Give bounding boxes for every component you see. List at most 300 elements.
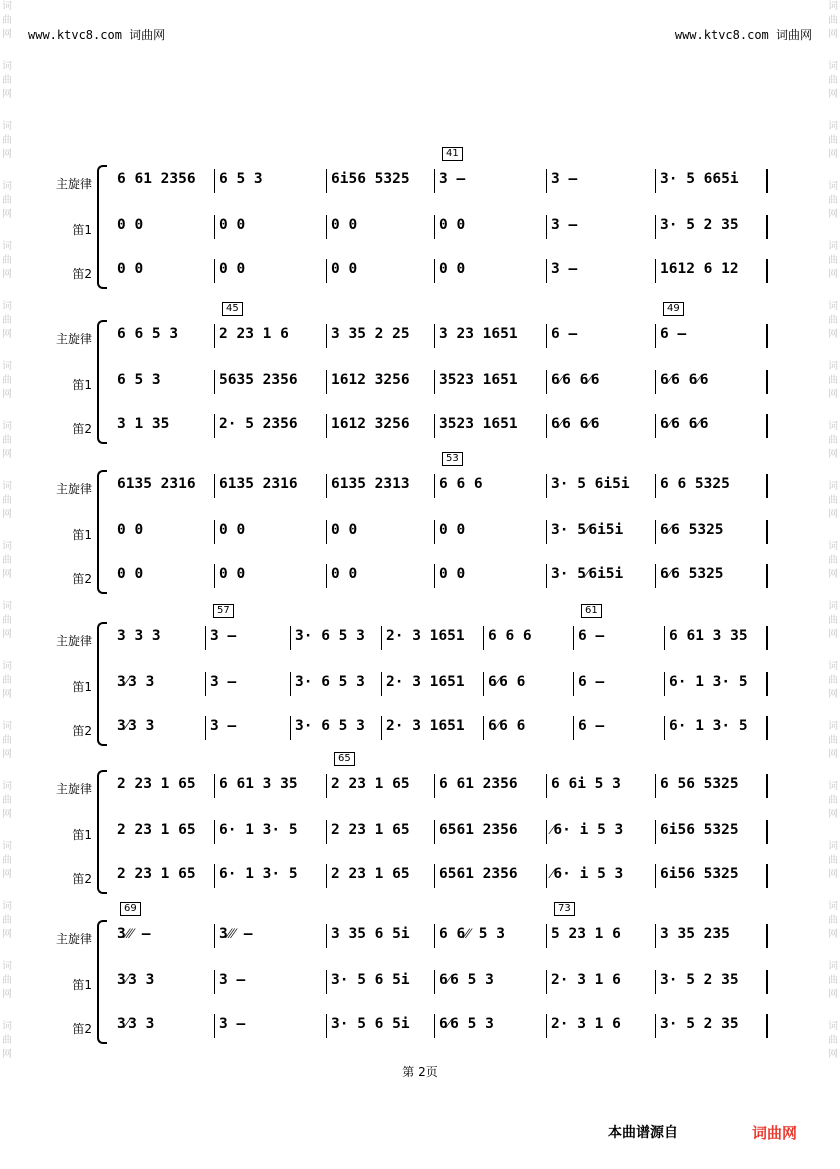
barline (214, 215, 215, 239)
barline (655, 970, 656, 994)
measure-number: 57 (213, 604, 234, 618)
measure: 0 0 (117, 522, 144, 538)
barline (326, 324, 327, 348)
measure: 3 – (210, 628, 237, 644)
measure: 1612 6 12 (660, 261, 739, 277)
watermark-glyph-group: 词 曲 网 (828, 481, 838, 520)
staff-row (0, 674, 840, 698)
barline (655, 864, 656, 888)
watermark-glyph-group: 词 曲 网 (2, 1021, 12, 1060)
barline (766, 672, 768, 696)
barline (766, 414, 768, 438)
measure: 3· 5⁄6i5i (551, 522, 624, 538)
measure: 3· 5 6 5i (331, 972, 410, 988)
staff-row (0, 1016, 840, 1040)
measure: 2· 3 1651 (386, 628, 465, 644)
barline (766, 1014, 768, 1038)
barline (326, 474, 327, 498)
watermark-glyph-group: 词 曲 网 (2, 961, 12, 1000)
barline (573, 672, 574, 696)
measure: 2· 3 1 6 (551, 1016, 621, 1032)
measure-number: 49 (663, 302, 684, 316)
barline (214, 820, 215, 844)
barline (766, 626, 768, 650)
barline (214, 414, 215, 438)
measure: 2 23 1 65 (117, 866, 196, 882)
measure: 0 0 (219, 261, 246, 277)
measure: 3 35 6 5i (331, 926, 410, 942)
measure: 2· 3 1651 (386, 674, 465, 690)
page-number: 第 2页 (402, 1065, 438, 1079)
barline (546, 169, 547, 193)
barline (546, 820, 547, 844)
barline (434, 169, 435, 193)
barline (483, 626, 484, 650)
measure: 6135 2316 (219, 476, 298, 492)
measure: 3 – (439, 171, 466, 187)
watermark-glyph-group: 词 曲 网 (828, 661, 838, 700)
measure: 0 0 (219, 217, 246, 233)
watermark-glyph-group: 词 曲 网 (828, 601, 838, 640)
measure: 5 23 1 6 (551, 926, 621, 942)
barline (326, 169, 327, 193)
barline (214, 520, 215, 544)
measure: ⁄6· i 5 3 (551, 866, 624, 882)
barline (214, 1014, 215, 1038)
staff-row (0, 566, 840, 590)
barline (573, 716, 574, 740)
measure: 0 0 (117, 261, 144, 277)
measure-number: 53 (442, 452, 463, 466)
barline (434, 520, 435, 544)
barline (434, 864, 435, 888)
part-label: 主旋律 (55, 782, 92, 796)
staff-row (0, 972, 840, 996)
barline (434, 370, 435, 394)
barline (290, 716, 291, 740)
measure-number: 69 (120, 902, 141, 916)
watermark-glyph-group: 词 曲 网 (828, 241, 838, 280)
measure: 3· 6 5 3 (295, 628, 365, 644)
measure: 6 – (578, 674, 605, 690)
barline (214, 924, 215, 948)
barline (326, 1014, 327, 1038)
watermark-glyph-group: 词 曲 网 (828, 361, 838, 400)
measure: 3· 6 5 3 (295, 674, 365, 690)
barline (655, 1014, 656, 1038)
measure: 3· 6 5 3 (295, 718, 365, 734)
barline (766, 474, 768, 498)
measure: 0 0 (439, 217, 466, 233)
barline (766, 370, 768, 394)
watermark-glyph-group: 词 曲 网 (2, 661, 12, 700)
measure: 0 0 (439, 261, 466, 277)
barline (434, 924, 435, 948)
measure-number: 45 (222, 302, 243, 316)
barline (205, 716, 206, 740)
measure: 0 0 (219, 522, 246, 538)
measure: 6 6 5 3 (117, 326, 179, 342)
barline (766, 520, 768, 544)
watermark-glyph-group: 词 曲 网 (2, 61, 12, 100)
watermark-glyph-group: 词 曲 网 (2, 421, 12, 460)
barline (655, 820, 656, 844)
barline (214, 970, 215, 994)
barline (546, 520, 547, 544)
watermark-glyph-group: 词 曲 网 (2, 241, 12, 280)
barline (290, 672, 291, 696)
watermark-glyph-group: 词 曲 网 (2, 361, 12, 400)
staff-row (0, 522, 840, 546)
barline (326, 520, 327, 544)
part-label: 笛1 (72, 828, 92, 842)
barline (546, 215, 547, 239)
barline (434, 1014, 435, 1038)
watermark-glyph-group: 词 曲 网 (2, 721, 12, 760)
barline (214, 474, 215, 498)
measure: 0 0 (331, 261, 358, 277)
measure: 6⁄6 6⁄6 (551, 372, 600, 388)
part-label: 笛2 (72, 724, 92, 738)
measure: 3 – (210, 674, 237, 690)
barline (205, 626, 206, 650)
staff-row (0, 866, 840, 890)
measure: 6135 2313 (331, 476, 410, 492)
measure: 6 61 2356 (439, 776, 518, 792)
barline (434, 774, 435, 798)
barline (546, 1014, 547, 1038)
measure: 6⁄6 6 (488, 674, 526, 690)
part-label: 笛2 (72, 267, 92, 281)
measure: 6 61 2356 (117, 171, 196, 187)
watermark-glyph-group: 词 曲 网 (828, 421, 838, 460)
measure: 6i56 5325 (331, 171, 410, 187)
measure: 3 – (219, 972, 246, 988)
barline (434, 820, 435, 844)
barline (326, 215, 327, 239)
barline (655, 324, 656, 348)
barline (434, 474, 435, 498)
barline (214, 564, 215, 588)
barline (434, 259, 435, 283)
measure: 6⁄6 5325 (660, 566, 724, 582)
barline (214, 370, 215, 394)
measure-number: 41 (442, 147, 463, 161)
measure: 2 23 1 65 (331, 866, 410, 882)
barline (664, 626, 665, 650)
staff-row (0, 822, 840, 846)
measure: 3⁄3 3 (117, 674, 155, 690)
measure: 6 56 5325 (660, 776, 739, 792)
watermark-glyph-group: 词 曲 网 (2, 181, 12, 220)
measure: 3⁄3 3 (117, 718, 155, 734)
measure: 3 1 35 (117, 416, 170, 432)
watermark-glyph-group: 词 曲 网 (2, 121, 12, 160)
measure: 3· 5⁄6i5i (551, 566, 624, 582)
measure: 2· 3 1 6 (551, 972, 621, 988)
measure: 3⁄3 3 (117, 1016, 155, 1032)
barline (326, 370, 327, 394)
measure: 6⁄6 5 3 (439, 972, 494, 988)
measure: 6 – (578, 718, 605, 734)
measure: 1612 3256 (331, 416, 410, 432)
measure: 6· 1 3· 5 (669, 718, 748, 734)
barline (434, 215, 435, 239)
measure: 6 5 3 (117, 372, 161, 388)
staff-row (0, 171, 840, 195)
measure: 0 0 (331, 522, 358, 538)
barline (205, 672, 206, 696)
measure: 0 0 (331, 217, 358, 233)
watermark-glyph-group: 词 曲 网 (828, 961, 838, 1000)
measure: 3⁄3 3 (117, 972, 155, 988)
barline (766, 774, 768, 798)
staff-row (0, 261, 840, 285)
measure: 0 0 (331, 566, 358, 582)
watermark-glyph-group: 词 曲 网 (828, 121, 838, 160)
barline (326, 564, 327, 588)
measure: 0 0 (439, 522, 466, 538)
barline (655, 259, 656, 283)
part-label: 主旋律 (55, 482, 92, 496)
measure: 2· 5 2356 (219, 416, 298, 432)
staff-row (0, 372, 840, 396)
measure: 3 35 2 25 (331, 326, 410, 342)
barline (381, 626, 382, 650)
barline (655, 414, 656, 438)
barline (381, 716, 382, 740)
part-label: 主旋律 (55, 332, 92, 346)
measure: 3523 1651 (439, 372, 518, 388)
measure: 6561 2356 (439, 822, 518, 838)
measure: 6 – (578, 628, 605, 644)
staff-row (0, 416, 840, 440)
part-label: 笛2 (72, 872, 92, 886)
footer-source-label: 本曲谱源自 (608, 1125, 678, 1141)
measure: 6 – (660, 326, 687, 342)
barline (214, 169, 215, 193)
measure: 6 6 6 (439, 476, 483, 492)
part-label: 主旋律 (55, 932, 92, 946)
staff-row (0, 628, 840, 652)
barline (434, 414, 435, 438)
part-label: 笛2 (72, 422, 92, 436)
part-label: 笛2 (72, 572, 92, 586)
barline (326, 924, 327, 948)
barline (483, 672, 484, 696)
barline (655, 564, 656, 588)
measure: 6 5 3 (219, 171, 263, 187)
measure: 2 23 1 65 (331, 822, 410, 838)
barline (214, 324, 215, 348)
part-label: 笛1 (72, 680, 92, 694)
measure-number: 61 (581, 604, 602, 618)
measure: 6 61 3 35 (669, 628, 748, 644)
measure: 6 – (551, 326, 578, 342)
watermark-glyph-group: 词 曲 网 (828, 541, 838, 580)
measure: 0 0 (117, 566, 144, 582)
measure: 6⁄6 6⁄6 (551, 416, 600, 432)
measure: 6 6⁄⁄ 5 3 (439, 926, 505, 942)
barline (381, 672, 382, 696)
barline (655, 474, 656, 498)
watermark-glyph-group: 词 曲 网 (828, 1, 838, 40)
measure: 1612 3256 (331, 372, 410, 388)
measure: 2 23 1 6 (219, 326, 289, 342)
watermark-glyph-group: 词 曲 网 (2, 1, 12, 40)
barline (546, 970, 547, 994)
measure: 6i56 5325 (660, 866, 739, 882)
measure: 3 – (551, 171, 578, 187)
watermark-glyph-group: 词 曲 网 (828, 721, 838, 760)
barline (766, 169, 768, 193)
staff-row (0, 476, 840, 500)
watermark-glyph-group: 词 曲 网 (828, 841, 838, 880)
measure: 3 – (551, 217, 578, 233)
watermark-glyph-group: 词 曲 网 (2, 841, 12, 880)
barline (655, 924, 656, 948)
measure: 3· 5 2 35 (660, 1016, 739, 1032)
barline (766, 259, 768, 283)
staff-row (0, 326, 840, 350)
measure: 3⁄⁄⁄ – (219, 926, 253, 942)
barline (326, 970, 327, 994)
barline (664, 672, 665, 696)
barline (434, 324, 435, 348)
measure-number: 65 (334, 752, 355, 766)
measure: 6⁄6 6⁄6 (660, 372, 709, 388)
measure: 6⁄6 6 (488, 718, 526, 734)
barline (573, 626, 574, 650)
measure: 6 6i 5 3 (551, 776, 621, 792)
measure: 3· 5 6 5i (331, 1016, 410, 1032)
measure: 6⁄6 5325 (660, 522, 724, 538)
watermark-glyph-group: 词 曲 网 (828, 301, 838, 340)
barline (655, 215, 656, 239)
measure: 3 35 235 (660, 926, 730, 942)
measure: 5635 2356 (219, 372, 298, 388)
barline (546, 864, 547, 888)
measure: 6· 1 3· 5 (669, 674, 748, 690)
part-label: 主旋律 (55, 634, 92, 648)
measure: 6· 1 3· 5 (219, 866, 298, 882)
measure: 3· 5 2 35 (660, 972, 739, 988)
watermark-glyph-group: 词 曲 网 (828, 61, 838, 100)
header-site-left: www.ktvc8.com 词曲网 (28, 28, 166, 42)
measure: 3· 5 2 35 (660, 217, 739, 233)
barline (766, 564, 768, 588)
measure: ⁄6· i 5 3 (551, 822, 624, 838)
measure: 2 23 1 65 (117, 822, 196, 838)
measure: 3 – (210, 718, 237, 734)
part-label: 笛1 (72, 378, 92, 392)
staff-row (0, 776, 840, 800)
measure: 6 6 5325 (660, 476, 730, 492)
barline (664, 716, 665, 740)
measure: 3· 5 665i (660, 171, 739, 187)
barline (546, 324, 547, 348)
barline (766, 864, 768, 888)
measure: 0 0 (439, 566, 466, 582)
barline (326, 774, 327, 798)
measure-number: 73 (554, 902, 575, 916)
measure: 3⁄⁄⁄ – (117, 926, 151, 942)
barline (214, 259, 215, 283)
barline (655, 370, 656, 394)
barline (546, 774, 547, 798)
barline (766, 324, 768, 348)
measure: 0 0 (219, 566, 246, 582)
watermark-glyph-group: 词 曲 网 (828, 1021, 838, 1060)
measure: 2· 3 1651 (386, 718, 465, 734)
barline (326, 259, 327, 283)
measure: 3523 1651 (439, 416, 518, 432)
barline (655, 169, 656, 193)
barline (326, 864, 327, 888)
barline (546, 414, 547, 438)
barline (766, 820, 768, 844)
barline (766, 215, 768, 239)
measure: 3· 5 6i5i (551, 476, 630, 492)
barline (326, 820, 327, 844)
barline (655, 774, 656, 798)
barline (483, 716, 484, 740)
barline (546, 259, 547, 283)
part-label: 笛1 (72, 528, 92, 542)
footer-brand: 词曲网 (752, 1124, 798, 1142)
barline (546, 474, 547, 498)
staff-row (0, 926, 840, 950)
measure: 3 3 3 (117, 628, 161, 644)
barline (290, 626, 291, 650)
measure: 3 – (219, 1016, 246, 1032)
measure: 6⁄6 5 3 (439, 1016, 494, 1032)
measure: 6⁄6 6⁄6 (660, 416, 709, 432)
barline (766, 716, 768, 740)
barline (214, 774, 215, 798)
measure: 2 23 1 65 (117, 776, 196, 792)
watermark-glyph-group: 词 曲 网 (2, 901, 12, 940)
barline (546, 370, 547, 394)
measure: 6i56 5325 (660, 822, 739, 838)
measure: 3 23 1651 (439, 326, 518, 342)
barline (546, 564, 547, 588)
watermark-glyph-group: 词 曲 网 (828, 781, 838, 820)
part-label: 主旋律 (55, 177, 92, 191)
watermark-glyph-group: 词 曲 网 (828, 181, 838, 220)
staff-row (0, 718, 840, 742)
barline (326, 414, 327, 438)
measure: 2 23 1 65 (331, 776, 410, 792)
measure: 6 6 6 (488, 628, 532, 644)
barline (434, 564, 435, 588)
measure: 6561 2356 (439, 866, 518, 882)
staff-row (0, 217, 840, 241)
measure: 3 – (551, 261, 578, 277)
barline (655, 520, 656, 544)
watermark-glyph-group: 词 曲 网 (2, 301, 12, 340)
measure: 6 61 3 35 (219, 776, 298, 792)
part-label: 笛1 (72, 978, 92, 992)
measure: 6· 1 3· 5 (219, 822, 298, 838)
watermark-glyph-group: 词 曲 网 (2, 541, 12, 580)
barline (766, 970, 768, 994)
part-label: 笛1 (72, 223, 92, 237)
measure: 6135 2316 (117, 476, 196, 492)
barline (214, 864, 215, 888)
watermark-glyph-group: 词 曲 网 (2, 781, 12, 820)
watermark-glyph-group: 词 曲 网 (2, 601, 12, 640)
